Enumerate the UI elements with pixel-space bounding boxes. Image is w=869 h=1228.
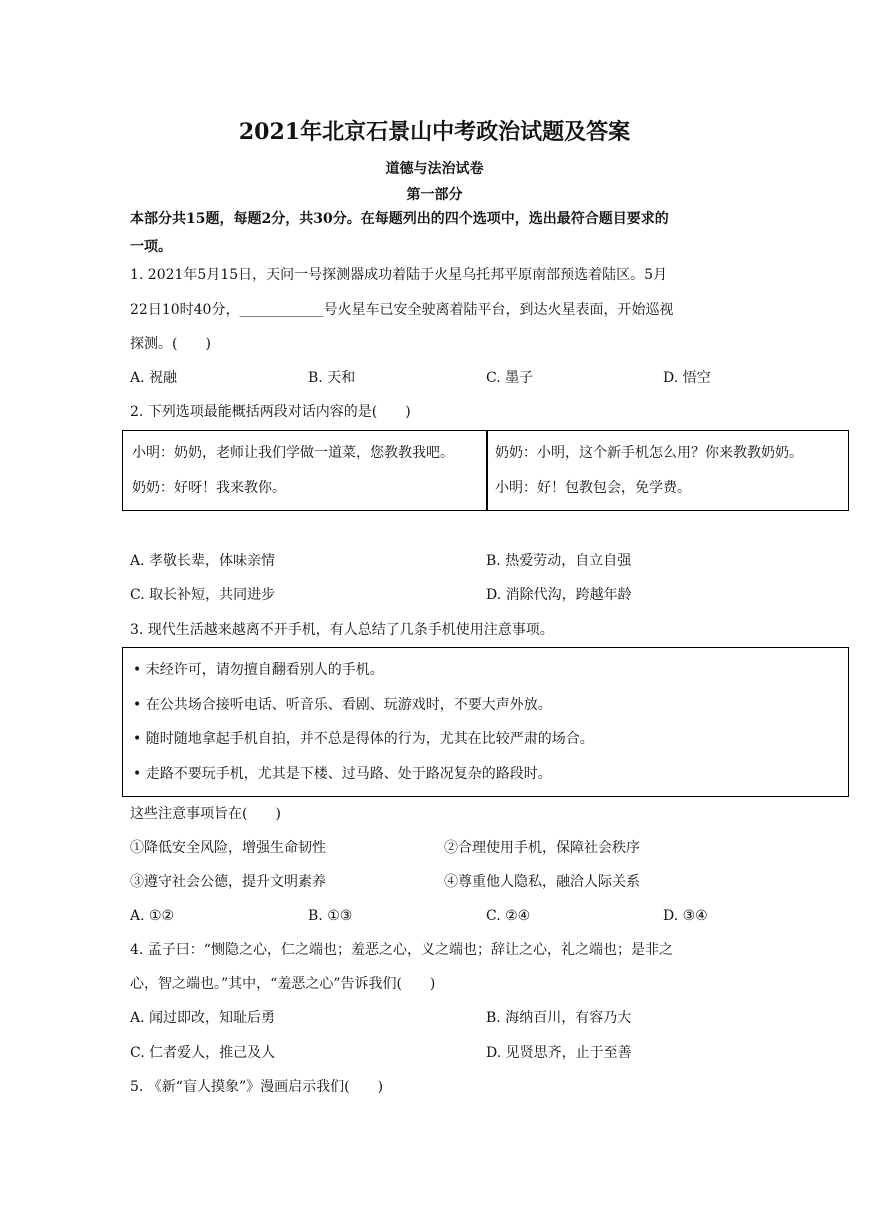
q3-option-a: A. ①② <box>130 908 175 924</box>
q3-statement-4: ④尊重他人隐私，融洽人际关系 <box>444 874 640 890</box>
q3-stem: 3. 现代生活越来越离不开手机，有人总结了几条手机使用注意事项。 <box>130 622 554 638</box>
q3-option-d: D. ③④ <box>663 908 708 924</box>
q1-line-3: 探测。( ) <box>130 336 211 352</box>
q3-tip-2: • 在公共场合接听电话、听音乐、看剧、玩游戏时，不要大声外放。 <box>133 697 552 713</box>
q1-line-1: 1. 2021年5月15日，天问一号探测器成功着陆于火星乌托邦平原南部预选着陆区。5月 <box>130 267 668 283</box>
q2-dialog-divider <box>486 431 488 510</box>
q3-statement-1: ①降低安全风险，增强生命韧性 <box>130 840 326 856</box>
q4-line-1: 4. 孟子曰：“恻隐之心，仁之端也；羞恶之心，义之端也；辞让之心，礼之端也；是非之 <box>130 942 673 958</box>
q2-dialog-left-line-2: 奶奶：好呀！我来教你。 <box>132 480 286 496</box>
q3-tip-3: • 随时随地拿起手机自拍，并不总是得体的行为，尤其在比较严肃的场合。 <box>133 731 594 747</box>
q1-option-b: B. 天和 <box>308 370 356 386</box>
q2-option-b: B. 热爱劳动，自立自强 <box>486 553 632 569</box>
exam-title: 2021年北京石景山中考政治试题及答案 <box>238 119 631 145</box>
q3-tip-4: • 走路不要玩手机，尤其是下楼、过马路、处于路况复杂的路段时。 <box>133 766 552 782</box>
q4-option-d: D. 见贤思齐，止于至善 <box>486 1045 632 1061</box>
q3-prompt: 这些注意事项旨在( ) <box>130 806 281 822</box>
exam-subtitle: 道德与法治试卷 <box>385 161 484 177</box>
q1-option-c: C. 墨子 <box>486 370 534 386</box>
q2-dialog-right-line-2: 小明：好！包教包会，免学费。 <box>495 480 691 496</box>
q4-option-c: C. 仁者爱人，推己及人 <box>130 1045 276 1061</box>
q3-option-c: C. ②④ <box>486 908 531 924</box>
section-heading: 第一部分 <box>406 187 463 203</box>
q3-option-b: B. ①③ <box>308 908 353 924</box>
instructions-line-1: 本部分共15题，每题2分，共30分。在每题列出的四个选项中，选出最符合题目要求的 <box>130 211 669 227</box>
q2-dialog-table <box>122 430 849 511</box>
q3-statement-3: ③遵守社会公德，提升文明素养 <box>130 874 326 890</box>
q2-dialog-right-line-1: 奶奶：小明，这个新手机怎么用？你来教教奶奶。 <box>495 445 803 461</box>
q5-stem: 5. 《新“盲人摸象”》漫画启示我们( ) <box>130 1079 384 1095</box>
q2-stem: 2. 下列选项最能概括两段对话内容的是( ) <box>130 404 411 420</box>
q4-option-b: B. 海纳百川，有容乃大 <box>486 1010 632 1026</box>
q1-option-d: D. 悟空 <box>663 370 711 386</box>
q3-tip-1: • 未经许可，请勿擅自翻看别人的手机。 <box>133 662 384 678</box>
q1-line-2: 22日10时40分，____________号火星车已安全驶离着陆平台，到达火星表面，开始巡视 <box>130 302 674 318</box>
q2-option-a: A. 孝敬长辈，体味亲情 <box>130 553 276 569</box>
q2-option-d: D. 消除代沟，跨越年龄 <box>486 587 632 603</box>
q1-option-a: A. 祝融 <box>130 370 178 386</box>
instructions-line-2: 一项。 <box>130 239 172 255</box>
q4-line-2: 心，智之端也。”其中，“羞恶之心”告诉我们( ) <box>130 976 436 992</box>
q4-option-a: A. 闻过即改，知耻后勇 <box>130 1010 276 1026</box>
q2-dialog-left-line-1: 小明：奶奶，老师让我们学做一道菜，您教教我吧。 <box>132 445 454 461</box>
q3-tips-box <box>122 647 849 797</box>
q2-option-c: C. 取长补短，共同进步 <box>130 587 276 603</box>
q3-statement-2: ②合理使用手机，保障社会秩序 <box>444 840 640 856</box>
